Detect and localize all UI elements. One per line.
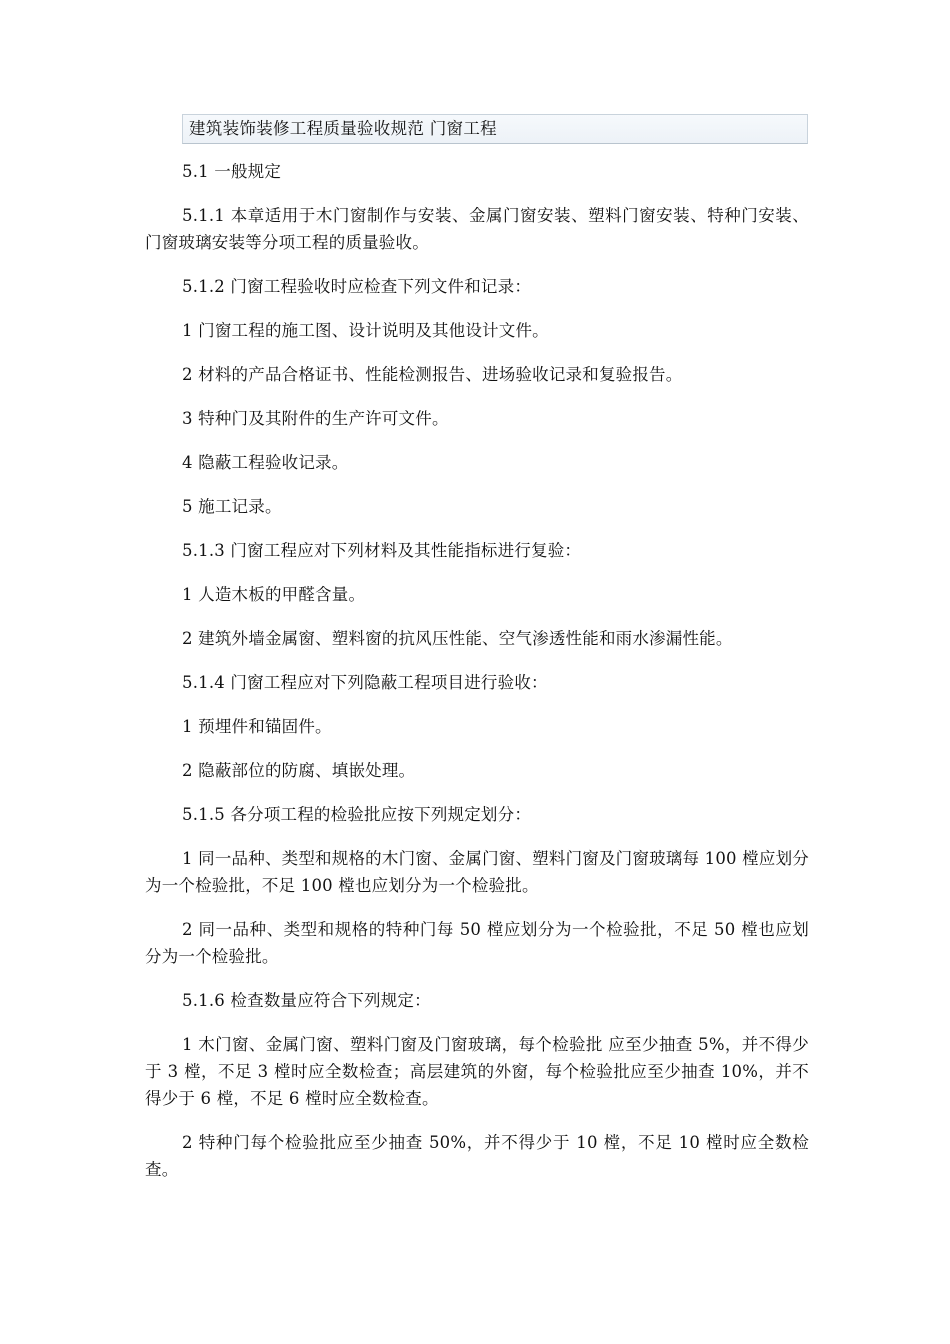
clause-paragraph: 5.1.2 门窗工程验收时应检查下列文件和记录： — [182, 277, 532, 296]
list-item: 1 人造木板的甲醛含量。 — [182, 585, 366, 604]
clause-paragraph: 5.1.5 各分项工程的检验批应按下列规定划分： — [182, 805, 532, 824]
clause-paragraph: 5.1.3 门窗工程应对下列材料及其性能指标进行复验： — [182, 541, 582, 560]
list-item: 2 隐蔽部位的防腐、填嵌处理。 — [182, 761, 416, 780]
clause-paragraph: 5.1.1 本章适用于木门窗制作与安装、金属门窗安装、塑料门窗安装、特种门安装、门窗玻璃安装等分项工程的质量验收。 — [145, 206, 809, 252]
list-item: 1 木门窗、金属门窗、塑料门窗及门窗玻璃，每个检验批 应至少抽查 5%，并不得少于 3 樘，不足 3 樘时应全数检查；高层建筑的外窗，每个检验批应至少抽查 10%，并不得少于 6 樘，不足 6 樘时应全数检查。 — [145, 1035, 809, 1108]
document-title: 建筑装饰装修工程质量验收规范 门窗工程 — [182, 114, 808, 144]
list-item: 2 建筑外墙金属窗、塑料窗的抗风压性能、空气渗透性能和雨水渗漏性能。 — [182, 629, 733, 648]
clause-paragraph: 5.1.6 检查数量应符合下列规定： — [182, 991, 431, 1010]
list-item: 4 隐蔽工程验收记录。 — [182, 453, 349, 472]
list-item: 1 预埋件和锚固件。 — [182, 717, 332, 736]
list-item: 3 特种门及其附件的生产许可文件。 — [182, 409, 449, 428]
list-item: 2 材料的产品合格证书、性能检测报告、进场验收记录和复验报告。 — [182, 365, 683, 384]
document-body — [145, 158, 809, 1200]
list-item: 2 同一品种、类型和规格的特种门每 50 樘应划分为一个检验批，不足 50 樘也应划分为一个检验批。 — [145, 920, 809, 966]
list-item: 2 特种门每个检验批应至少抽查 50%，并不得少于 10 樘，不足 10 樘时应全数检查。 — [145, 1133, 809, 1179]
section-heading: 5.1 一般规定 — [182, 162, 282, 181]
clause-paragraph: 5.1.4 门窗工程应对下列隐蔽工程项目进行验收： — [182, 673, 548, 692]
list-item: 5 施工记录。 — [182, 497, 282, 516]
list-item: 1 门窗工程的施工图、设计说明及其他设计文件。 — [182, 321, 549, 340]
list-item: 1 同一品种、类型和规格的木门窗、金属门窗、塑料门窗及门窗玻璃每 100 樘应划分为一个检验批，不足 100 樘也应划分为一个检验批。 — [145, 849, 809, 895]
